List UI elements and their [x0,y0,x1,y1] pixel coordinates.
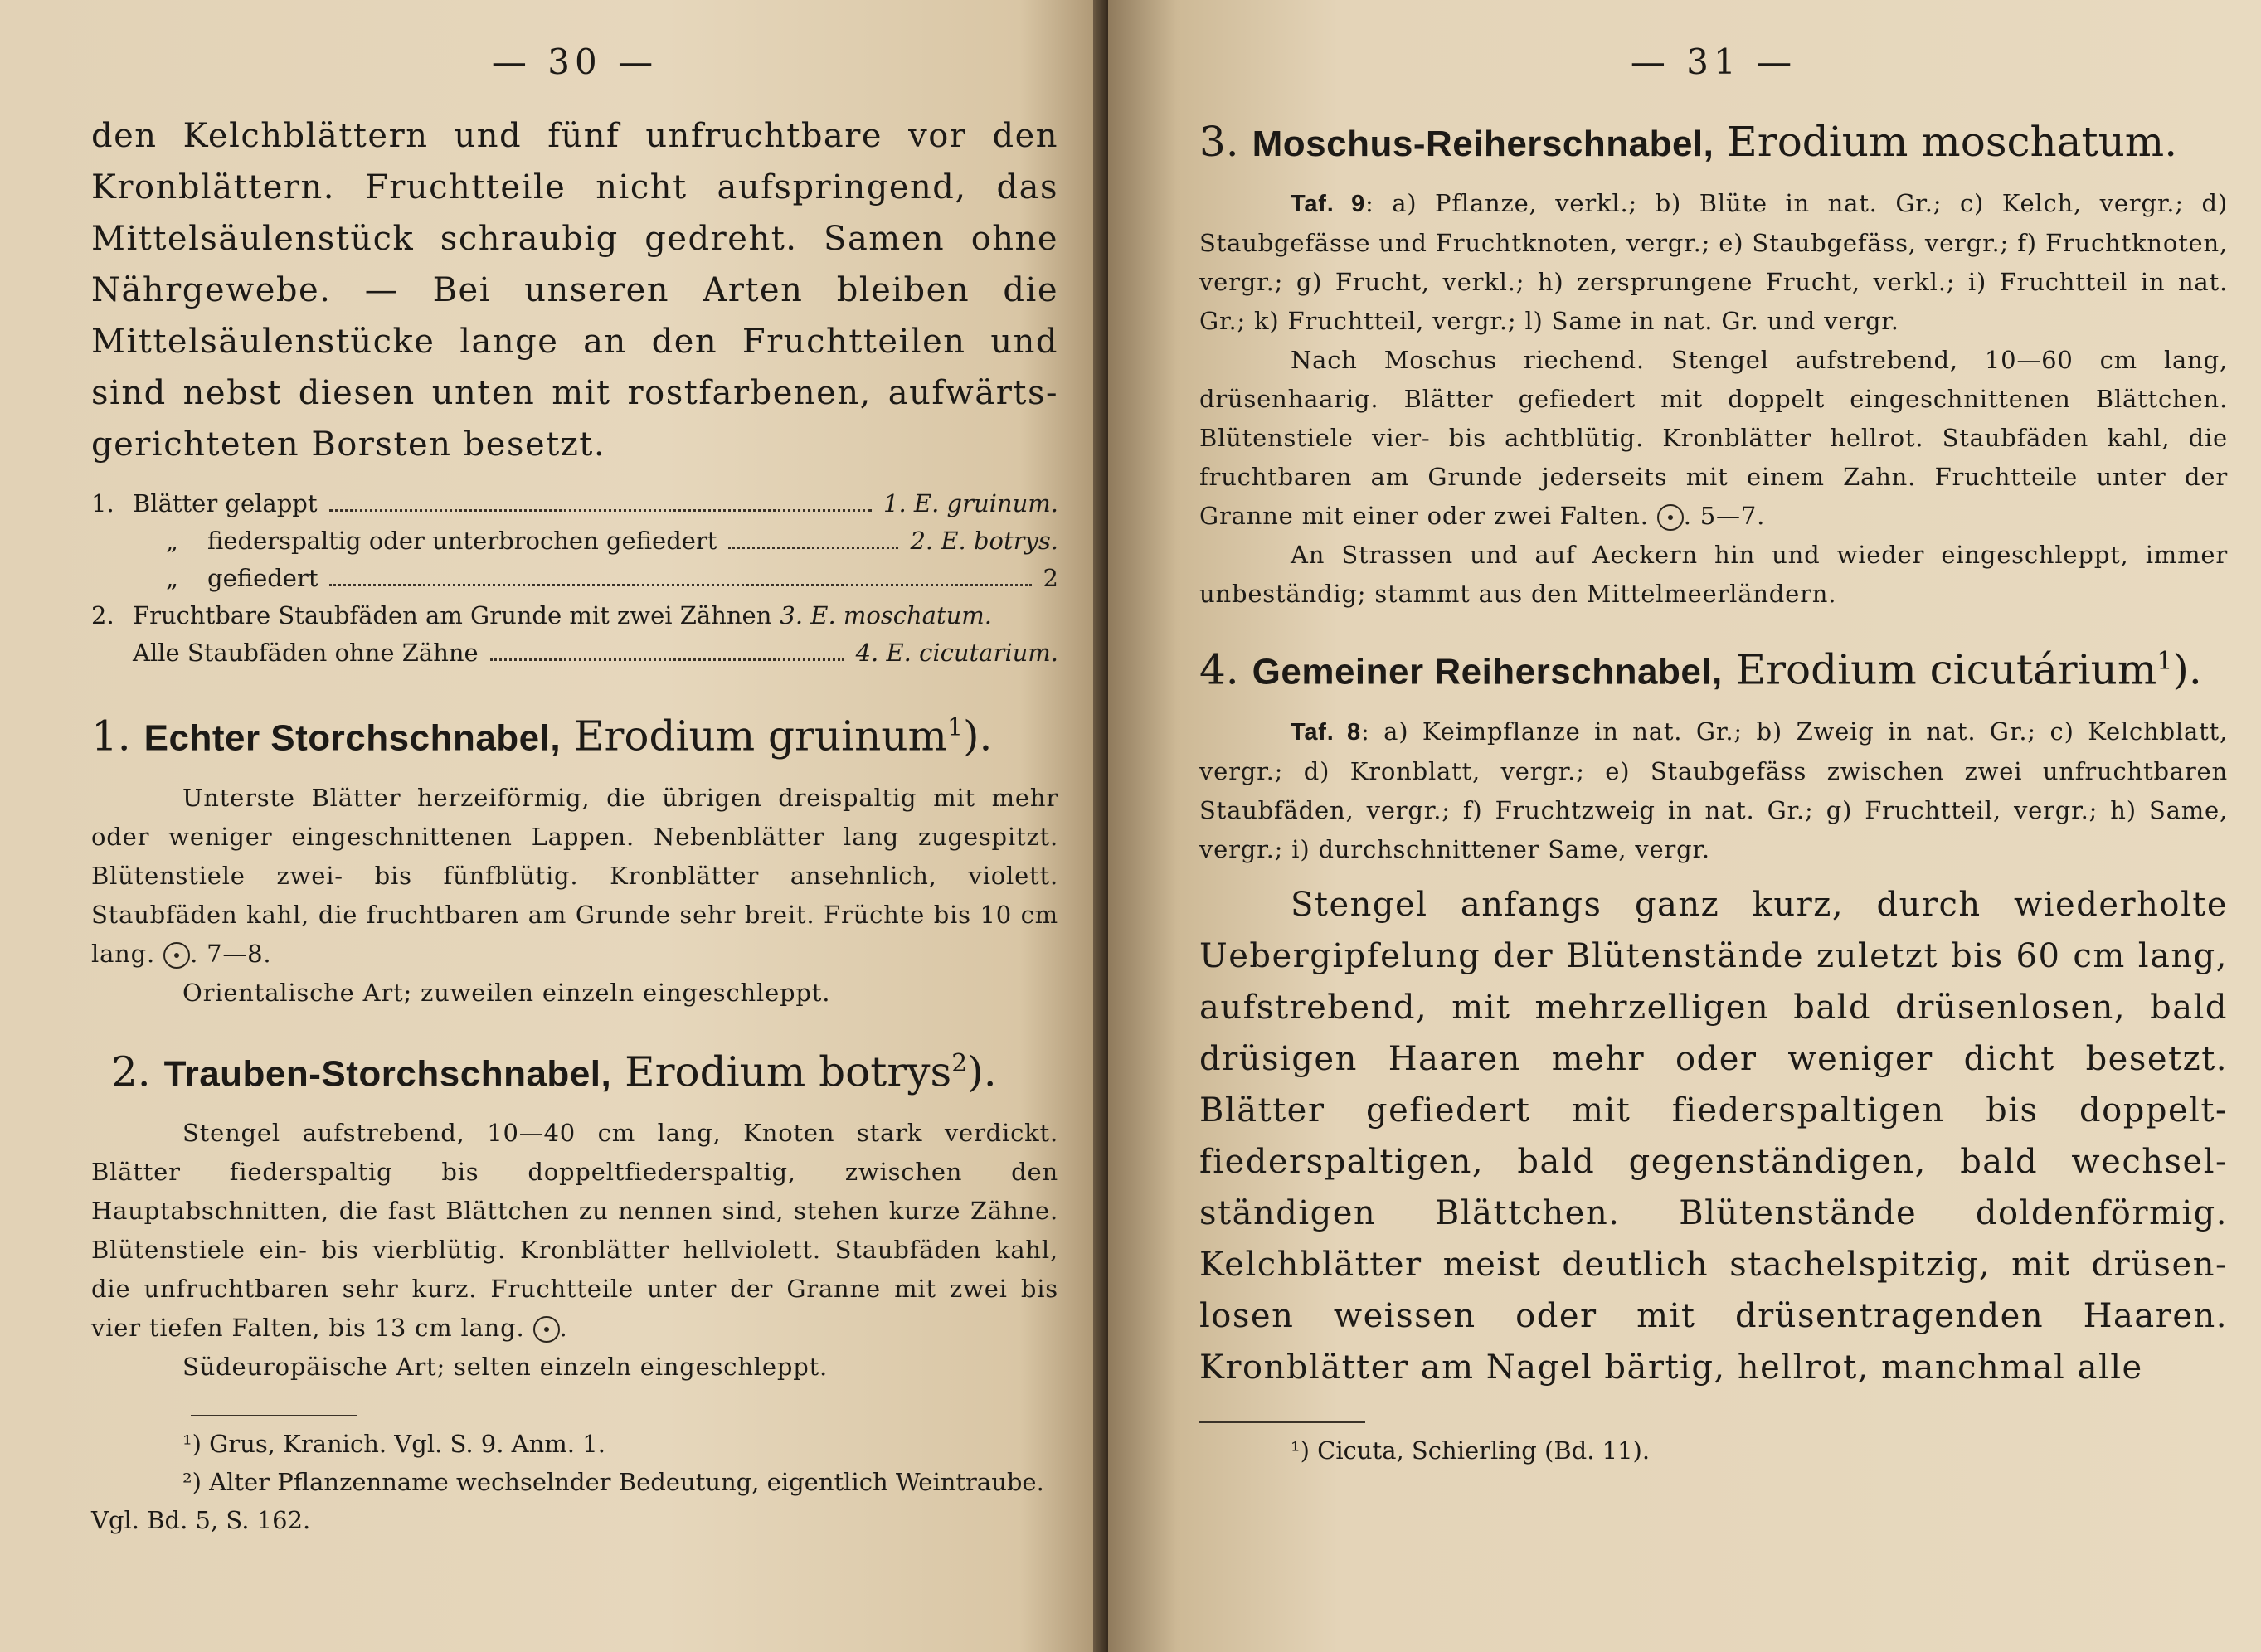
species-common-name: Moschus-Reiherschnabel, [1252,124,1714,164]
species-latin-name: Erodium moschatum. [1727,118,2178,166]
species-common-name: Gemeiner Reiherschnabel, [1252,651,1723,692]
page-number: — 31 — [1630,41,1797,82]
genus-description: den Kelchblättern und fünf unfruchtbare vor den Kronblättern. Fruchtteile nicht aufspringend, das Mittelsäulenstück schraubig gedreht. Samen ohne Nährgewebe. — Bei unseren Arten bleiben die Mittelsäulenstücke lange an den Fruchtteilen und sind nebst diesen unten mit rostfarbenen, aufwärts-gerichteten Borsten besetzt. [91,117,1058,464]
page-number: — 30 — [491,41,659,82]
annual-symbol-icon [163,942,190,969]
footnote: ¹) Grus, Kranich. Vgl. S. 9. Anm. 1. [182,1430,605,1459]
species-latin-name: Erodium cicutárium [1735,645,2157,694]
key-answer: 4. E. cicutarium. [855,639,1058,667]
plate-legend-text: : a) Pflanze, verkl.; b) Blüte in nat. Gr.; c) Kelch, vergr.; d) Staubgefässe und Fruchtknoten, vergr.; e) Staubgefäss, vergr.; f) Fruchtknoten, vergr.; g) Frucht, verkl.; h) zersprungene Frucht, verkl.; i) Fruchtteil in nat. Gr.; k) Fruchtteil, vergr.; l) Same in nat. Gr. und vergr. [1199,189,2228,335]
key-number: 1. [91,489,114,517]
identification-key [91,485,1058,672]
footnote: ¹) Cicuta, Schierling (Bd. 11). [1291,1436,1651,1465]
species-distribution: An Strassen und auf Aeckern hin und wieder eingeschleppt, immer unbeständig; stammt aus den Mittelmeerländern. [1199,541,2228,608]
key-number: „ [166,564,179,592]
species-number: 2. [111,1047,151,1096]
plate-label: Taf. 9 [1291,191,1365,217]
key-text: Blätter gelappt [133,489,318,517]
species-heading [1199,630,2228,704]
species-number: 3. [1199,118,1239,166]
key-text: gefiedert [207,564,318,592]
key-number: „ [166,527,179,555]
key-row [91,597,1058,634]
leader-dots [329,509,873,512]
key-text: Alle Staubfäden ohne Zähne [133,639,479,667]
plate-legend-text: : a) Keimpflanze in nat. Gr.; b) Zweig in nat. Gr.; c) Kelchblatt, vergr.; d) Kronblatt, vergr.; e) Staubgefäss zwischen zwei unfruchtbaren Staubfäden, vergr.; f) Fruchtzweig in nat. Gr.; g) Fruchtteil, vergr.; h) Same, vergr.; i) durchschnittener Same, vergr. [1199,717,2228,863]
key-answer: 3. E. moschatum. [780,601,992,629]
leader-dots [728,547,898,549]
species-distribution: Südeuropäische Art; selten einzeln eingeschleppt. [182,1353,829,1382]
species-heading [91,697,1058,770]
flowering-months: . 5—7. [1683,502,1766,530]
species-heading [1199,110,2228,176]
footnote-divider [1199,1421,1365,1423]
plate-legend [1199,712,2228,869]
species-common-name: Trauben-Storchschnabel, [163,1053,612,1095]
species-number: 1. [91,712,131,760]
key-answer: 2. E. botrys. [910,527,1058,555]
species-description [91,779,1058,974]
key-row [91,634,1058,672]
description-text: Stengel aufstrebend, 10—40 cm lang, Knoten stark verdickt. Blätter fiederspaltig bis doppeltfiederspaltig, zwischen den Hauptabschnitten, die fast Blättchen zu nennen sind, stehen kurze Zähne. Blütenstiele ein- bis vierblütig. Kronblätter hellviolett. Staubfäden kahl, die unfruchtbaren sehr kurz. Fruchtteile unter der Granne mit zwei bis vier tiefen Falten, bis 13 cm lang. [91,1119,1058,1343]
species-number: 4. [1199,645,1239,694]
species-latin-name: Erodium gruinum [574,712,947,760]
right-page [1108,0,2261,1652]
key-answer: 1. E. gruinum. [883,489,1058,517]
key-row [91,522,1058,560]
footnote-marker: 2 [951,1048,968,1078]
leader-dots [329,584,1031,586]
key-row [91,560,1058,597]
footnote: ²) Alter Pflanzenname wechselnder Bedeutung, eigentlich Weintraube. Vgl. Bd. 5, S. 162. [91,1468,1044,1535]
annual-symbol-icon [1657,504,1684,531]
description-text: Unterste Blätter herzeiförmig, die übrigen dreispaltig mit mehr oder weniger eingeschnittenen Lappen. Nebenblätter lang zugespitzt. Blütenstiele zwei- bis fünfblütig. Kronblätter ansehnlich, violett. Staubfäden kahl, die fruchtbaren am Grunde sehr breit. Früchte bis 10 cm lang. [91,783,1058,968]
key-number: 2. [91,601,114,629]
footnote-marker: 1 [946,713,964,742]
heading-close: ). [967,1047,997,1096]
plate-legend [1199,184,2228,341]
species-common-name: Echter Storchschnabel, [143,717,562,759]
flowering-months: . [559,1314,568,1343]
heading-close: ). [963,712,993,760]
footnote-divider [191,1415,357,1416]
footnote-marker: 1 [2156,647,2173,676]
annual-symbol-icon [533,1316,560,1343]
species-distribution: Orientalische Art; zuweilen einzeln eingeschleppt. [182,978,831,1007]
heading-close: ). [2172,645,2202,694]
key-answer: 2 [1043,564,1058,592]
key-text: Fruchtbare Staubfäden am Grunde mit zwei Zähnen [133,601,772,629]
key-row [91,485,1058,522]
species-latin-name: Erodium botrys [625,1047,952,1096]
species-description [1199,341,2228,536]
key-text: fiederspaltig oder unterbrochen gefiedert [207,527,717,555]
leader-dots [490,658,844,661]
species-description [91,1114,1058,1348]
species-description: Stengel anfangs ganz kurz, durch wiederholte Uebergipfelung der Blütenstände zuletzt bis 60 cm lang, aufstrebend, mit mehrzelligen bald drüsenlosen, bald drüsigen Haaren mehr oder weniger dicht besetzt. Blätter gefiedert mit fiederspaltigen bis doppelt-fiederspaltigen, bald gegenständigen, bald wechsel-ständigen Blättchen. Blütenstände doldenförmig. Kelchblätter meist deutlich stachelspitzig, mit drüsen-losen weissen oder mit drüsentragenden Haaren. Kronblätter am Nagel bärtig, hellrot, manchmal alle [1199,885,2228,1387]
flowering-months: . 7—8. [190,939,272,968]
plate-label: Taf. 8 [1291,718,1361,746]
left-page [0,0,1108,1652]
species-heading [91,1032,1058,1106]
description-text: Nach Moschus riechend. Stengel aufstrebend, 10—60 cm lang, drüsenhaarig. Blätter gefiedert mit doppelt eingeschnittenen Blättchen. Blütenstiele vier- bis achtblütig. Kronblätter hellrot. Staubfäden kahl, die fruchtbaren am Grunde jederseits mit einem Zahn. Fruchtteile unter der Granne mit einer oder zwei Falten. [1199,346,2228,530]
